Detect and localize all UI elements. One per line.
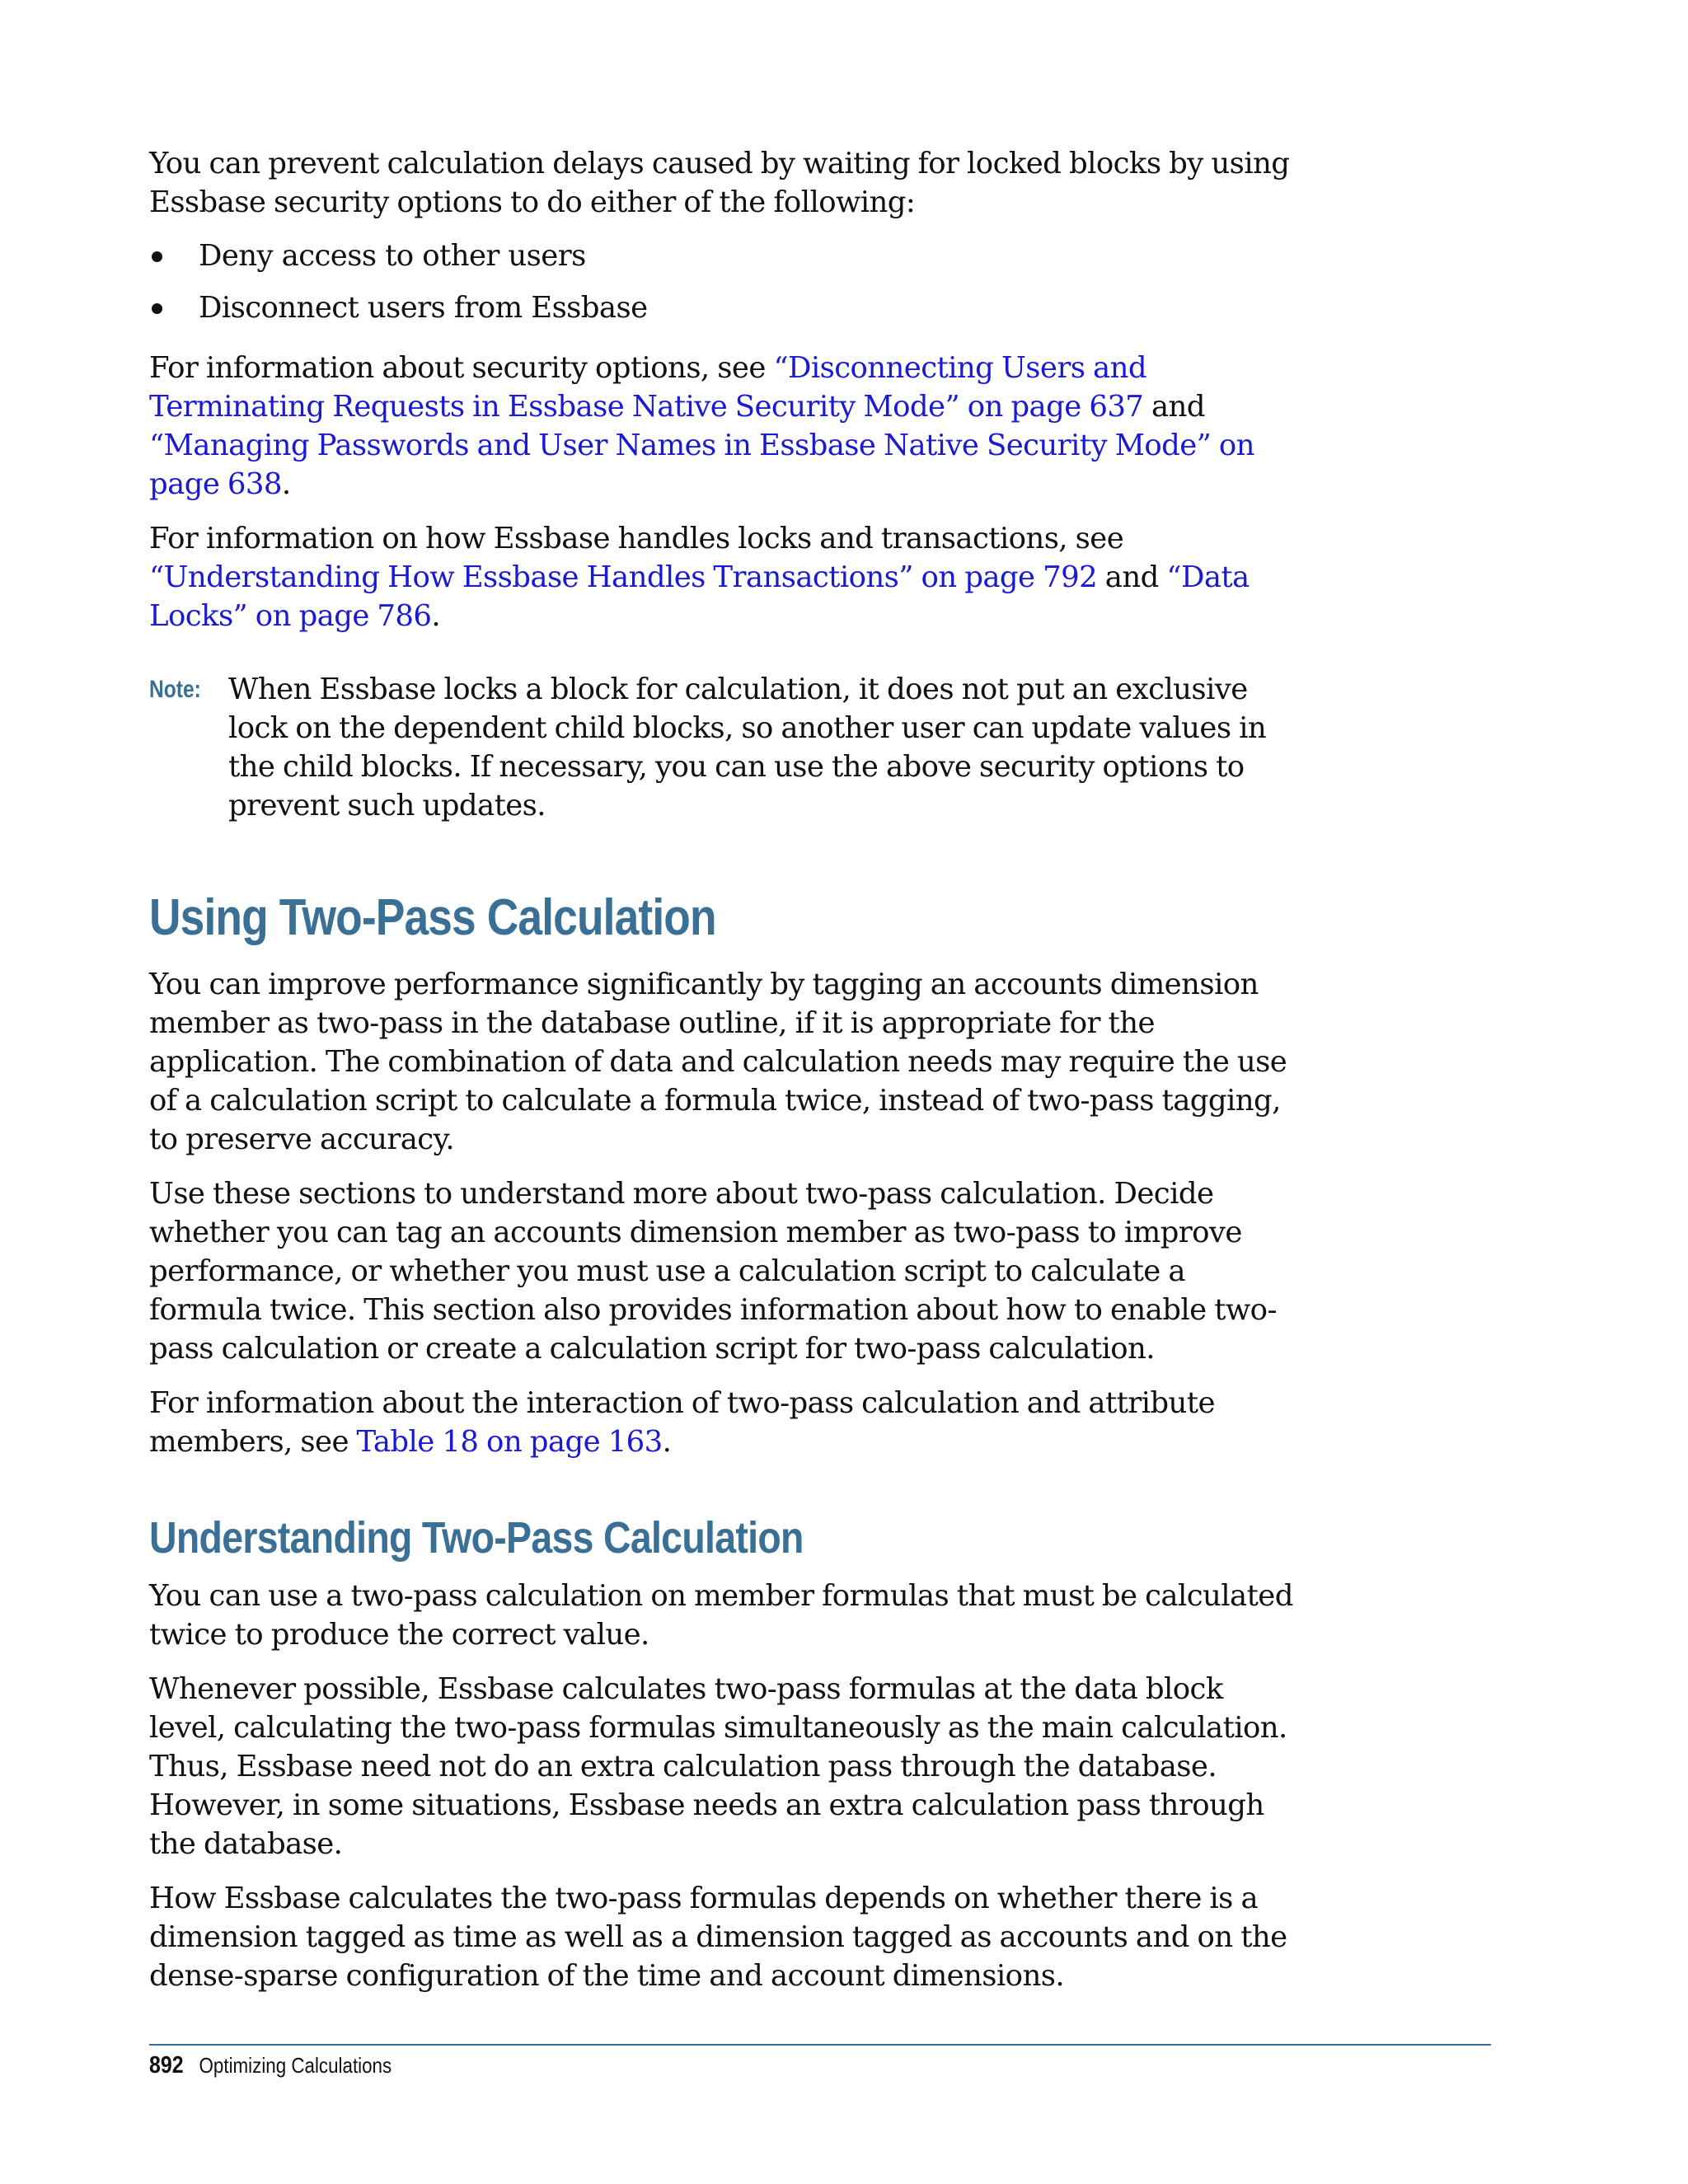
link-understanding-transactions[interactable]: “Understanding How Essbase Handles Transactions” on page 792 [149, 560, 1098, 594]
attribute-info-paragraph [149, 1384, 1295, 1461]
security-info-mid: and [1143, 390, 1205, 424]
intro-paragraph: You can prevent calculation delays caused by waiting for locked blocks by using Essbase security options to do either of the following: [149, 147, 1290, 219]
list-item-text: Disconnect users from Essbase [199, 291, 648, 325]
security-info-prefix: For information about security options, see [149, 351, 774, 385]
bullet-icon [152, 251, 162, 262]
page-content [149, 144, 1295, 1995]
section-paragraph: You can improve performance significantly by tagging an accounts dimension member as two-pass in the database outline, if it is appropriate for the application. The combination of data and calculation needs may require the use of a calculation script to calculate a formula twice, instead of two-pass tagging, to preserve accuracy. [149, 968, 1287, 1156]
security-info-paragraph [149, 349, 1295, 504]
locks-info-suffix: . [431, 599, 441, 633]
locks-info-mid: and [1097, 560, 1167, 594]
security-info-suffix: . [281, 467, 291, 501]
section-heading: Using Two-Pass Calculation [149, 889, 716, 946]
note-text: When Essbase locks a block for calculation, it does not put an exclusive lock on the dependent child blocks, so another user can update values in the child blocks. If necessary, you can use the above security options to prevent such updates. [228, 673, 1267, 823]
page-number: 892 [149, 2052, 184, 2079]
locks-info-paragraph [149, 519, 1295, 635]
attribute-info-suffix: . [662, 1425, 672, 1459]
subsection-paragraph: You can use a two-pass calculation on member formulas that must be calculated twice to produce the correct value. [149, 1579, 1293, 1652]
footer-divider [149, 2044, 1491, 2046]
note-block [149, 670, 1295, 825]
link-managing-passwords[interactable]: “Managing Passwords and User Names in Essbase Native Security Mode” on page 638 [149, 429, 1254, 501]
link-data-locks[interactable]: “Data Locks” on page 786 [149, 560, 1250, 633]
list-item-text: Deny access to other users [199, 239, 586, 273]
page-footer [149, 2050, 392, 2080]
subsection-paragraph: How Essbase calculates the two-pass formulas depends on whether there is a dimension tagged as time as well as a dimension tagged as accounts and on the dense-sparse configuration of the time and account dimensions. [149, 1882, 1287, 1993]
attribute-info-prefix: For information about the interaction of two-pass calculation and attribute members, see [149, 1386, 1215, 1459]
section-paragraph: Use these sections to understand more about two-pass calculation. Decide whether you can tag an accounts dimension member as two-pass to improve performance, or whether you must use a calculation script to calculate a formula twice. This section also provides information about how to enable two-pass calculation or create a calculation script for two-pass calculation. [149, 1177, 1277, 1366]
bullet-icon [152, 303, 162, 314]
note-label: Note: [149, 676, 201, 703]
list-item [149, 237, 1295, 275]
chapter-title: Optimizing Calculations [199, 2053, 392, 2078]
locks-info-prefix: For information on how Essbase handles locks and transactions, see [149, 522, 1124, 555]
list-item [149, 288, 1295, 327]
subsection-heading: Understanding Two-Pass Calculation [149, 1513, 804, 1563]
link-table-18[interactable]: Table 18 on page 163 [356, 1425, 663, 1459]
subsection-paragraph: Whenever possible, Essbase calculates two-pass formulas at the data block level, calculating the two-pass formulas simultaneously as the main calculation. Thus, Essbase need not do an extra calculation pass through the database. However, in some situations, Essbase needs an extra calculation pass through the database. [149, 1672, 1287, 1861]
link-disconnecting-users[interactable]: “Disconnecting Users and Terminating Requests in Essbase Native Security Mode” on page 637 [149, 351, 1146, 424]
security-options-list [149, 237, 1295, 327]
